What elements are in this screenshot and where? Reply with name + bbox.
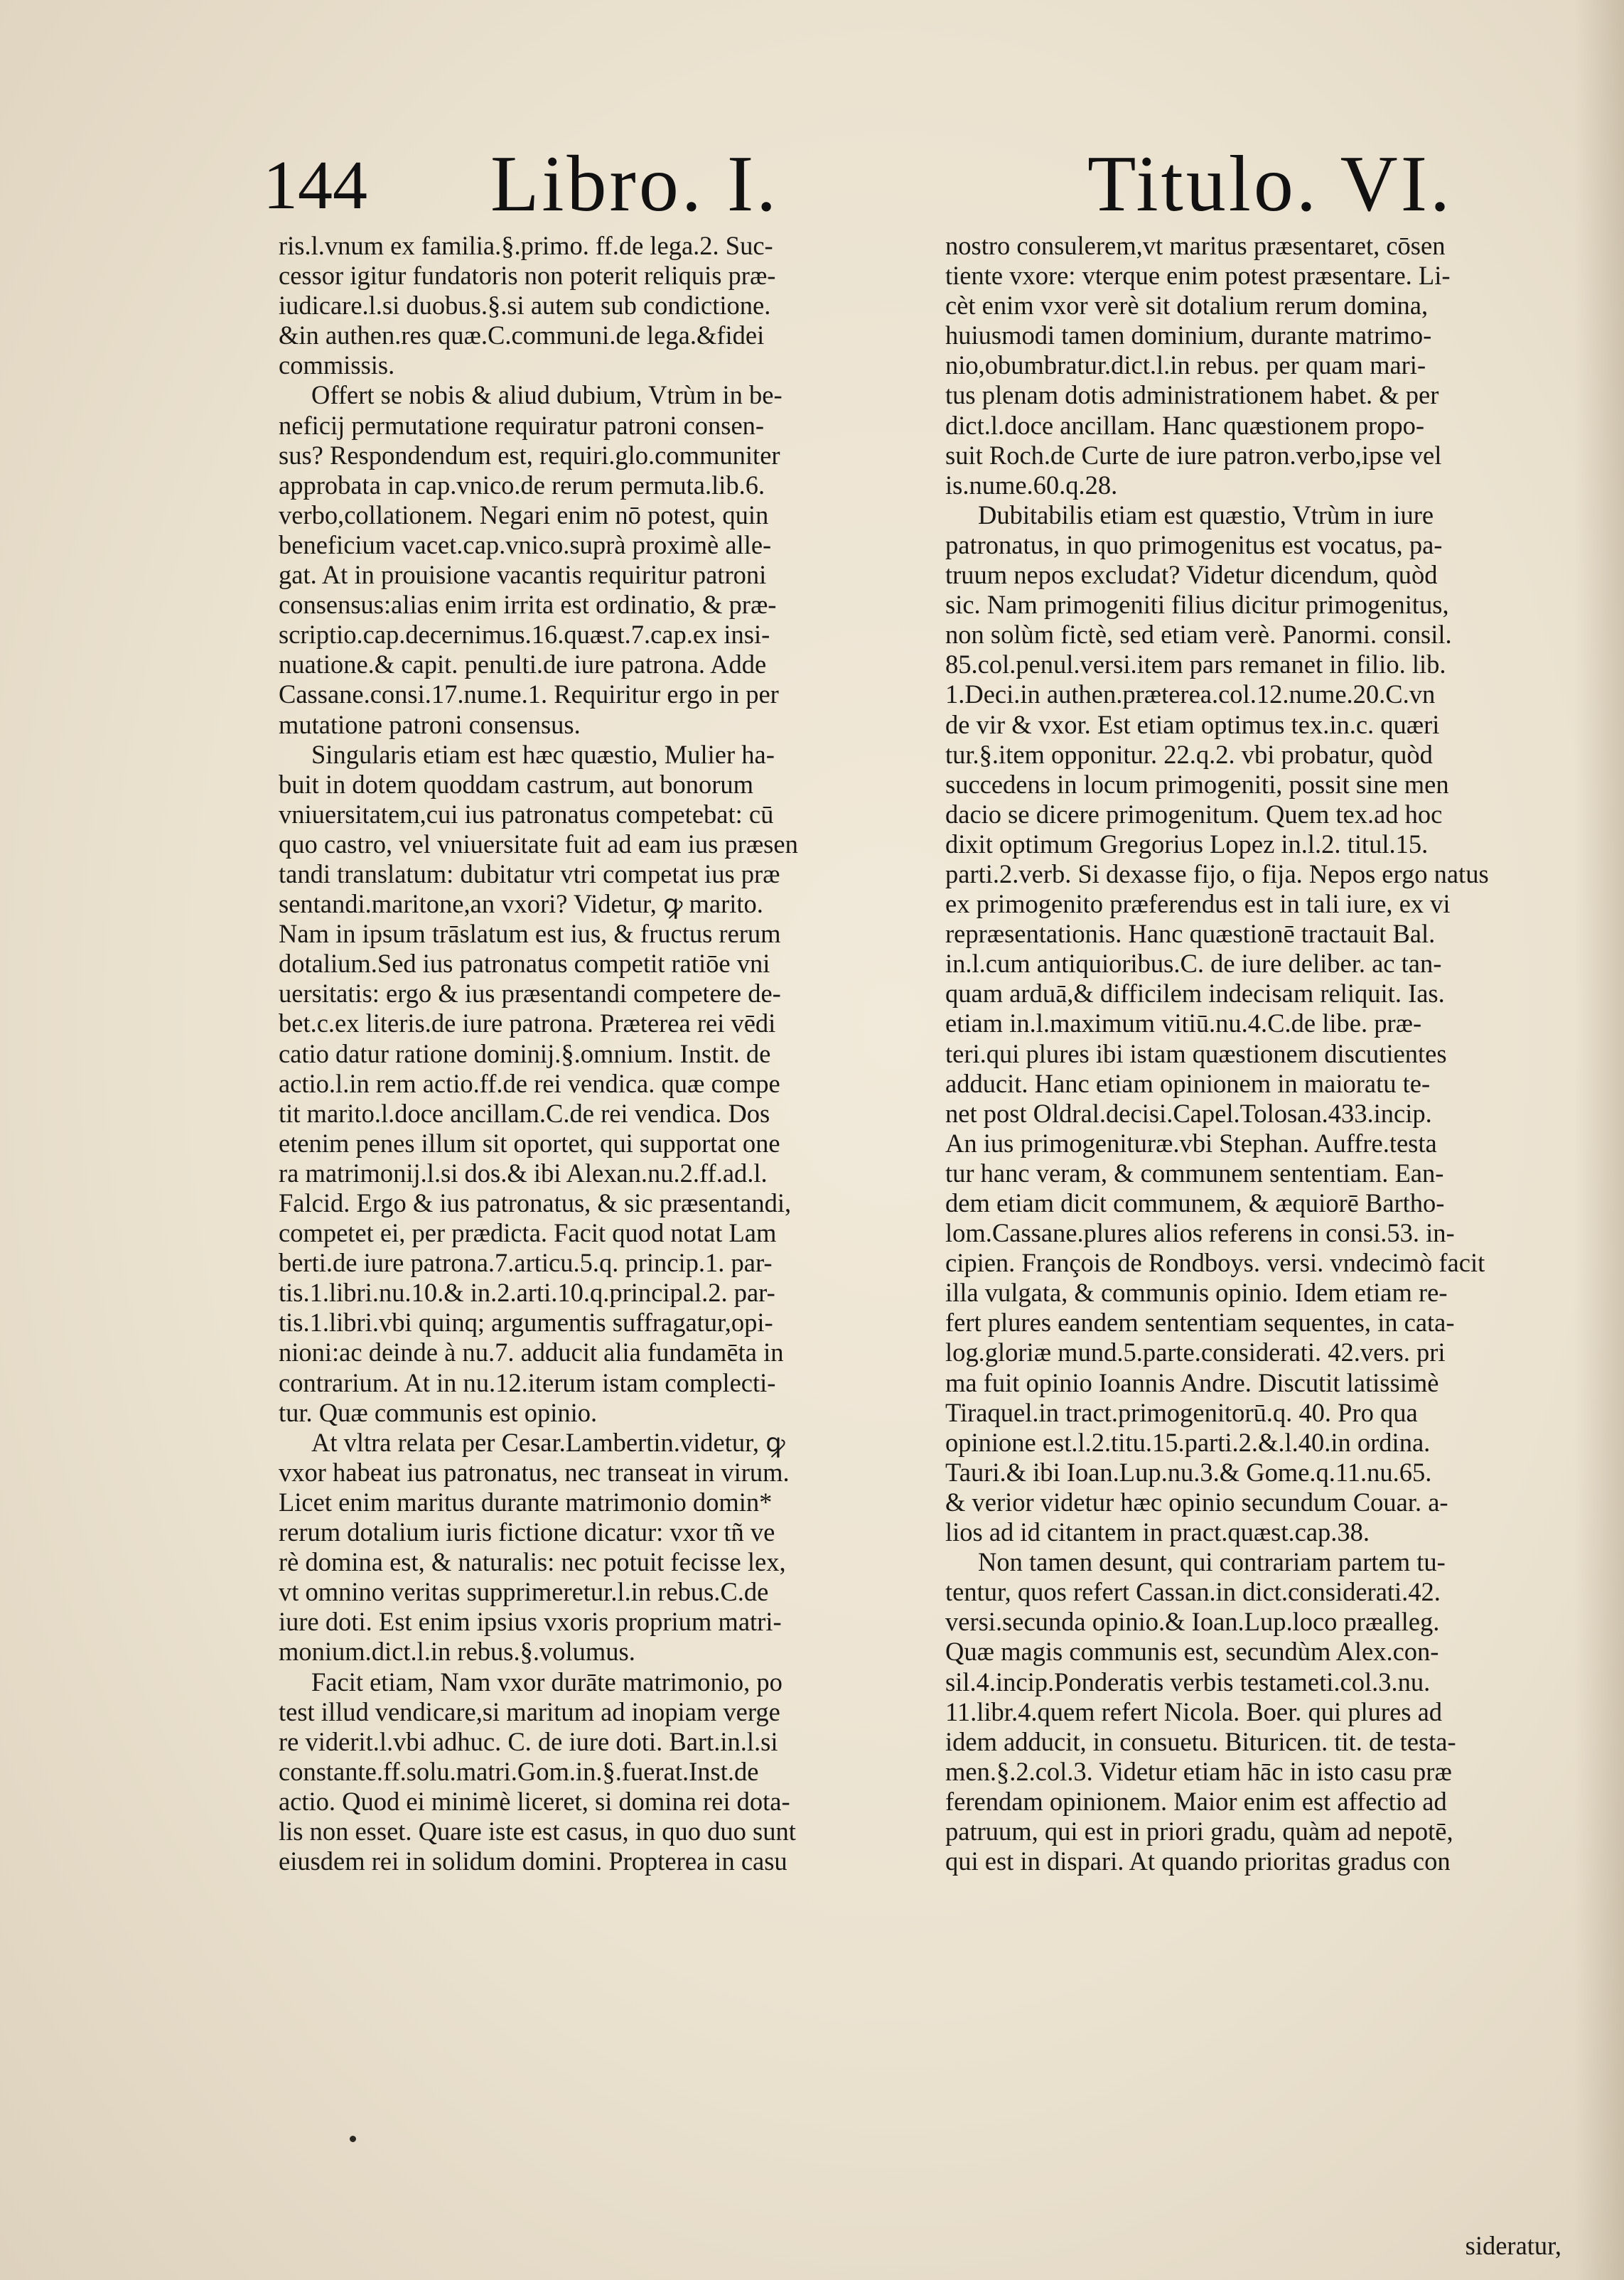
text-line: sentandi.maritone,an vxori? Videtur, ꝙ marito. [279, 889, 763, 919]
text-line: Cassane.consi.17.nume.1. Requiritur ergo in per [279, 679, 779, 709]
text-line: etiam in.l.maximum vitiū.nu.4.C.de libe. præ- [945, 1009, 1422, 1038]
text-line: Singularis etiam est hæc quæstio, Mulier ha- [311, 739, 775, 769]
text-line: uersitatis: ergo & ius præsentandi competere de- [279, 979, 781, 1009]
text-line: sil.4.incip.Ponderatis verbis testameti.col.3.nu. [945, 1667, 1431, 1696]
text-line: Tauri.& ibi Ioan.Lup.nu.3.& Gome.q.11.nu.65. [945, 1457, 1432, 1487]
text-line: adducit. Hanc etiam opinionem in maioratu te- [945, 1068, 1431, 1098]
text-line: truum nepos excludat? Videtur dicendum, quòd [945, 560, 1438, 590]
text-line: lis non esset. Quare iste est casus, in quo duo sunt [279, 1816, 796, 1846]
text-line: gat. At in prouisione vacantis requiritur patroni [279, 560, 767, 590]
text-line: tiente vxore: vterque enim potest præsentare. Li- [945, 261, 1451, 291]
running-header [0, 0, 1624, 235]
catchword: sideratur, [1465, 2231, 1561, 2260]
text-line: etenim penes illum sit oportet, qui supportat one [279, 1128, 780, 1158]
text-line: actio.l.in rem actio.ff.de rei vendica. quæ compe [279, 1068, 780, 1098]
text-line: vniuersitatem,cui ius patronatus competebat: cū [279, 799, 774, 829]
text-line: buit in dotem quoddam castrum, aut bonorum [279, 769, 754, 799]
text-line: beneficium vacet.cap.vnico.suprà proximè alle- [279, 529, 772, 559]
text-line: succedens in locum primogeniti, possit sine men [945, 769, 1449, 799]
text-line: 11.libr.4.quem refert Nicola. Boer. qui plures ad [945, 1696, 1443, 1726]
page-number: 144 [263, 147, 367, 224]
text-line: approbata in cap.vnico.de rerum permuta.lib.6. [279, 470, 765, 500]
title-label: Titulo. VI. [1087, 140, 1453, 228]
text-line: non solùm fictè, sed etiam verè. Panormi. consil. [945, 620, 1452, 650]
text-line: consensus:alias enim irrita est ordinatio, & præ- [279, 590, 777, 620]
text-line: idem adducit, in consuetu. Bituricen. tit. de testa- [945, 1726, 1456, 1756]
text-line: huiusmodi tamen dominium, durante matrimo- [945, 321, 1432, 350]
text-line: Non tamen desunt, qui contrariam partem tu- [978, 1547, 1446, 1577]
text-line: tis.1.libri.vbi quinq; argumentis suffragatur,opi- [279, 1308, 773, 1338]
text-line: An ius primogenituræ.vbi Stephan. Auffre.testa [945, 1128, 1437, 1158]
text-line: constante.ff.solu.matri.Gom.in.§.fuerat.Inst.de [279, 1756, 759, 1786]
text-line: ex primogenito præferendus est in tali iure, ex vi [945, 889, 1451, 919]
text-line: rè domina est, & naturalis: nec potuit fecisse lex, [279, 1547, 786, 1577]
text-line: tit marito.l.doce ancillam.C.de rei vendica. Dos [279, 1098, 770, 1128]
text-line: mutatione patroni consensus. [279, 709, 581, 739]
text-line: versi.secunda opinio.& Ioan.Lup.loco præalleg. [945, 1607, 1440, 1637]
text-line: lom.Cassane.plures alios referens in consi.53. in- [945, 1218, 1455, 1248]
text-line: verbo,collationem. Negari enim nō potest, quin [279, 500, 769, 529]
text-line: monium.dict.l.in rebus.§.volumus. [279, 1637, 635, 1667]
text-line: net post Oldral.decisi.Capel.Tolosan.433.incip. [945, 1098, 1432, 1128]
text-line: Offert se nobis & aliud dubium, Vtrùm in be- [311, 380, 783, 410]
text-line: in.l.cum antiquioribus.C. de iure deliber. ac tan- [945, 949, 1442, 979]
binding-shadow [1574, 0, 1624, 2280]
text-line: is.nume.60.q.28. [945, 470, 1118, 500]
text-line: berti.de iure patrona.7.articu.5.q. princip.1. par- [279, 1248, 773, 1278]
text-line: nostro consulerem,vt maritus præsentaret, cōsen [945, 231, 1446, 260]
text-line: ra matrimonij.l.si dos.& ibi Alexan.nu.2.ff.ad.l. [279, 1158, 768, 1188]
text-line: contrarium. At in nu.12.iterum istam complecti- [279, 1367, 776, 1397]
text-line: 85.col.penul.versi.item pars remanet in filio. lib. [945, 650, 1446, 679]
text-line: tur.§.item opponitur. 22.q.2. vbi probatur, quòd [945, 739, 1433, 769]
text-line: dotalium.Sed ius patronatus competit ratiōe vni [279, 949, 770, 979]
text-line: nioni:ac deinde à nu.7. adducit alia fundamēta in [279, 1338, 784, 1367]
text-line: bet.c.ex literis.de iure patrona. Præterea rei vēdi [279, 1009, 776, 1038]
text-line: men.§.2.col.3. Videtur etiam hāc in isto casu præ [945, 1756, 1452, 1786]
text-line: lios ad id citantem in pract.quæst.cap.38. [945, 1517, 1370, 1547]
left-text-column [279, 231, 897, 1876]
text-line: tur hanc veram, & communem sententiam. Ean- [945, 1158, 1444, 1188]
text-line: quo castro, vel vniuersitate fuit ad eam ius præsen [279, 829, 798, 859]
text-line: & verior videtur hæc opinio secundum Couar. a- [945, 1487, 1448, 1517]
text-line: dem etiam dicit communem, & æquiorē Bartho- [945, 1188, 1445, 1217]
text-line: commissis. [279, 350, 395, 380]
text-line: dacio se dicere primogenitum. Quem tex.ad hoc [945, 799, 1443, 829]
text-line: nuatione.& capit. penulti.de iure patrona. Adde [279, 650, 767, 679]
text-line: re viderit.l.vbi adhuc. C. de iure doti. Bart.in.l.si [279, 1726, 778, 1756]
text-line: tus plenam dotis administrationem habet. & per [945, 380, 1439, 410]
text-line: log.gloriæ mund.5.parte.considerati. 42.vers. pri [945, 1338, 1446, 1367]
text-line: rerum dotalium iuris fictione dicatur: vxor tñ ve [279, 1517, 775, 1547]
text-line: opinione est.l.2.titu.15.parti.2.&.l.40.in ordina. [945, 1427, 1431, 1457]
text-line: Falcid. Ergo & ius patronatus, & sic præsentandi, [279, 1188, 792, 1217]
text-line: At vltra relata per Cesar.Lambertin.videtur, ꝙ [311, 1427, 785, 1457]
text-line: de vir & vxor. Est etiam optimus tex.in.c. quæri [945, 709, 1440, 739]
text-line: 1.Deci.in authen.præterea.col.12.nume.20.C.vn [945, 679, 1436, 709]
text-line: nio,obumbratur.dict.l.in rebus. per quam mari- [945, 350, 1426, 380]
text-line: ma fuit opinio Ioannis Andre. Discutit latissimè [945, 1367, 1439, 1397]
text-line: dixit optimum Gregorius Lopez in.l.2. titul.15. [945, 829, 1429, 859]
text-line: ris.l.vnum ex familia.§.primo. ff.de lega.2. Suc- [279, 231, 773, 260]
text-line: Licet enim maritus durante matrimonio domin* [279, 1487, 773, 1517]
ink-speck [350, 2136, 356, 2142]
text-line: tentur, quos refert Cassan.in dict.considerati.42. [945, 1577, 1441, 1607]
text-line: quam arduā,& difficilem indecisam reliquit. Ias. [945, 979, 1445, 1009]
text-line: catio datur ratione dominij.§.omnium. Instit. de [279, 1038, 771, 1068]
text-line: sus? Respondendum est, requiri.glo.communiter [279, 440, 780, 470]
text-line: sic. Nam primogeniti filius dicitur primogenitus, [945, 590, 1449, 620]
text-line: Facit etiam, Nam vxor durāte matrimonio, po [311, 1667, 783, 1696]
text-line: cessor igitur fundatoris non poterit reliquis præ- [279, 261, 776, 291]
right-text-column [945, 231, 1571, 1876]
text-line: patronatus, in quo primogenitus est vocatus, pa- [945, 529, 1443, 559]
text-line: actio. Quod ei minimè liceret, si domina rei dota- [279, 1786, 790, 1816]
text-line: patruum, qui est in priori gradu, quàm ad nepotē, [945, 1816, 1453, 1846]
text-line: Dubitabilis etiam est quæstio, Vtrùm in iure [978, 500, 1434, 529]
text-line: &in authen.res quæ.C.communi.de lega.&fidei [279, 321, 765, 350]
text-line: competet ei, per prædicta. Facit quod notat Lam [279, 1218, 777, 1248]
text-line: dict.l.doce ancillam. Hanc quæstionem propo- [945, 410, 1425, 440]
text-line: tur. Quæ communis est opinio. [279, 1397, 598, 1427]
text-line: vxor habeat ius patronatus, nec transeat in virum. [279, 1457, 790, 1487]
text-line: teri.qui plures ibi istam quæstionem discutientes [945, 1038, 1447, 1068]
text-line: illa vulgata, & communis opinio. Idem etiam re- [945, 1278, 1448, 1308]
text-line: iudicare.l.si duobus.§.si autem sub condictione. [279, 291, 771, 321]
text-line: cèt enim vxor verè sit dotalium rerum domina, [945, 291, 1429, 321]
text-line: test illud vendicare,si maritum ad inopiam verge [279, 1696, 780, 1726]
text-line: Nam in ipsum trāslatum est ius, & fructus rerum [279, 919, 781, 949]
text-line: tis.1.libri.nu.10.& in.2.arti.10.q.principal.2. par- [279, 1278, 775, 1308]
text-line: cipien. François de Rondboys. versi. vndecimò facit [945, 1248, 1485, 1278]
book-label: Libro. I. [490, 140, 780, 228]
text-line: neficij permutatione requiratur patroni consen- [279, 410, 765, 440]
text-line: iure doti. Est enim ipsius vxoris proprium matri- [279, 1607, 782, 1637]
text-line: vt omnino veritas supprimeretur.l.in rebus.C.de [279, 1577, 769, 1607]
text-line: suit Roch.de Curte de iure patron.verbo,ipse vel [945, 440, 1442, 470]
text-line: parti.2.verb. Si dexasse fijo, o fija. Nepos ergo natus [945, 859, 1489, 888]
text-line: Tiraquel.in tract.primogenitorū.q. 40. Pro qua [945, 1397, 1418, 1427]
text-line: tandi translatum: dubitatur vtri competat ius præ [279, 859, 780, 888]
text-line: scriptio.cap.decernimus.16.quæst.7.cap.ex insi- [279, 620, 770, 650]
text-line: eiusdem rei in solidum domini. Propterea in casu [279, 1846, 787, 1876]
text-line: Quæ magis communis est, secundùm Alex.con- [945, 1637, 1439, 1667]
text-line: fert plures eandem sententiam sequentes, in cata- [945, 1308, 1455, 1338]
text-line: qui est in dispari. At quando prioritas gradus con [945, 1846, 1451, 1876]
text-line: ferendam opinionem. Maior enim est affectio ad [945, 1786, 1447, 1816]
text-line: repræsentationis. Hanc quæstionē tractauit Bal. [945, 919, 1436, 949]
